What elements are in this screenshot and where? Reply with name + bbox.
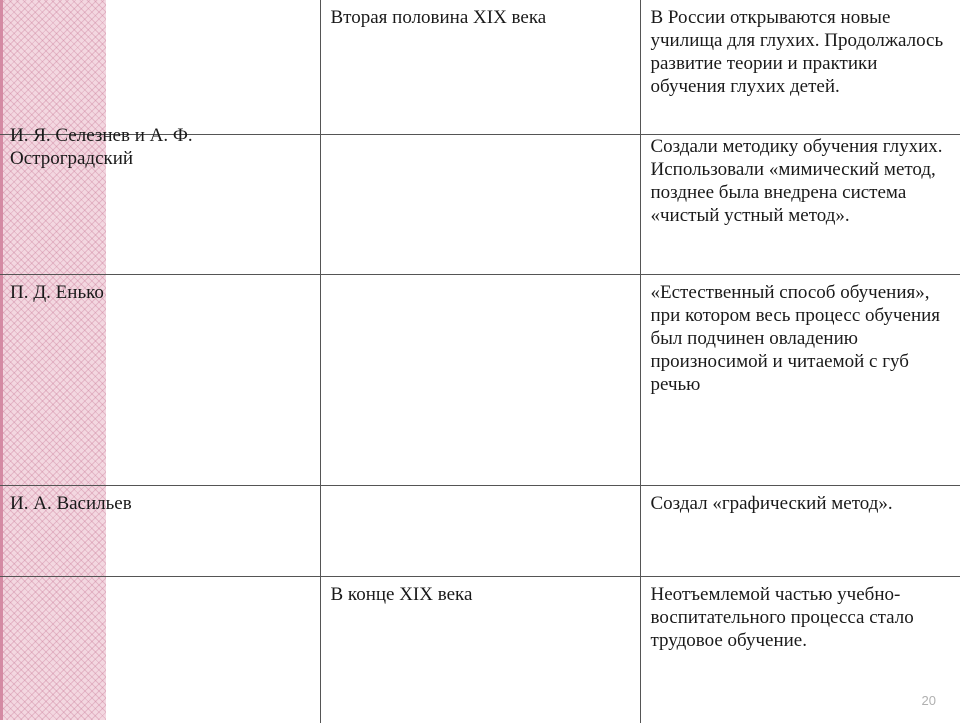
table-cell-name (0, 486, 320, 577)
description-text: Создал «графический метод». (641, 486, 960, 515)
table-cell-description (640, 135, 960, 275)
description-text: Неотъемлемой частью учебно-воспитательного процесса стало трудовое обучение. (641, 577, 960, 652)
table-cell-description (640, 0, 960, 135)
table-cell-name (0, 275, 320, 486)
person-name: И. А. Васильев (0, 486, 320, 515)
table-cell-period (320, 275, 640, 486)
period-text (321, 275, 640, 281)
description-text: В России открываются новые училища для глухих. Продолжалось развитие теории и практики обучения глухих детей. (641, 0, 960, 98)
person-name (0, 577, 320, 583)
table-cell-name (0, 577, 320, 723)
table-cell-description (640, 486, 960, 577)
table-cell-description (640, 577, 960, 723)
table-cell-name (0, 0, 320, 135)
page-number: 20 (922, 693, 936, 708)
description-text: «Естественный способ обучения», при котором весь процесс обучения был подчинен овладению произносимой и читаемой с губ речью (641, 275, 960, 396)
description-text: Создали методику обучения глухих. Использовали «мимический метод, позднее была внедрена система «чистый устный метод». (641, 135, 960, 227)
person-name: И. Я. Селезнев и А. Ф. Остроградский (10, 124, 314, 170)
period-text: Вторая половина XIX века (321, 0, 640, 29)
table-cell-period (320, 486, 640, 577)
period-text (321, 486, 640, 492)
table-row (0, 486, 960, 577)
period-text: В конце XIX века (321, 577, 640, 606)
table-row (0, 275, 960, 486)
period-text (321, 135, 640, 141)
person-name: П. Д. Енько (0, 275, 320, 304)
table-cell-description (640, 275, 960, 486)
table-row (0, 0, 960, 135)
table-row (0, 577, 960, 723)
table-cell-period (320, 0, 640, 135)
table-cell-period (320, 135, 640, 275)
table-cell-period (320, 577, 640, 723)
